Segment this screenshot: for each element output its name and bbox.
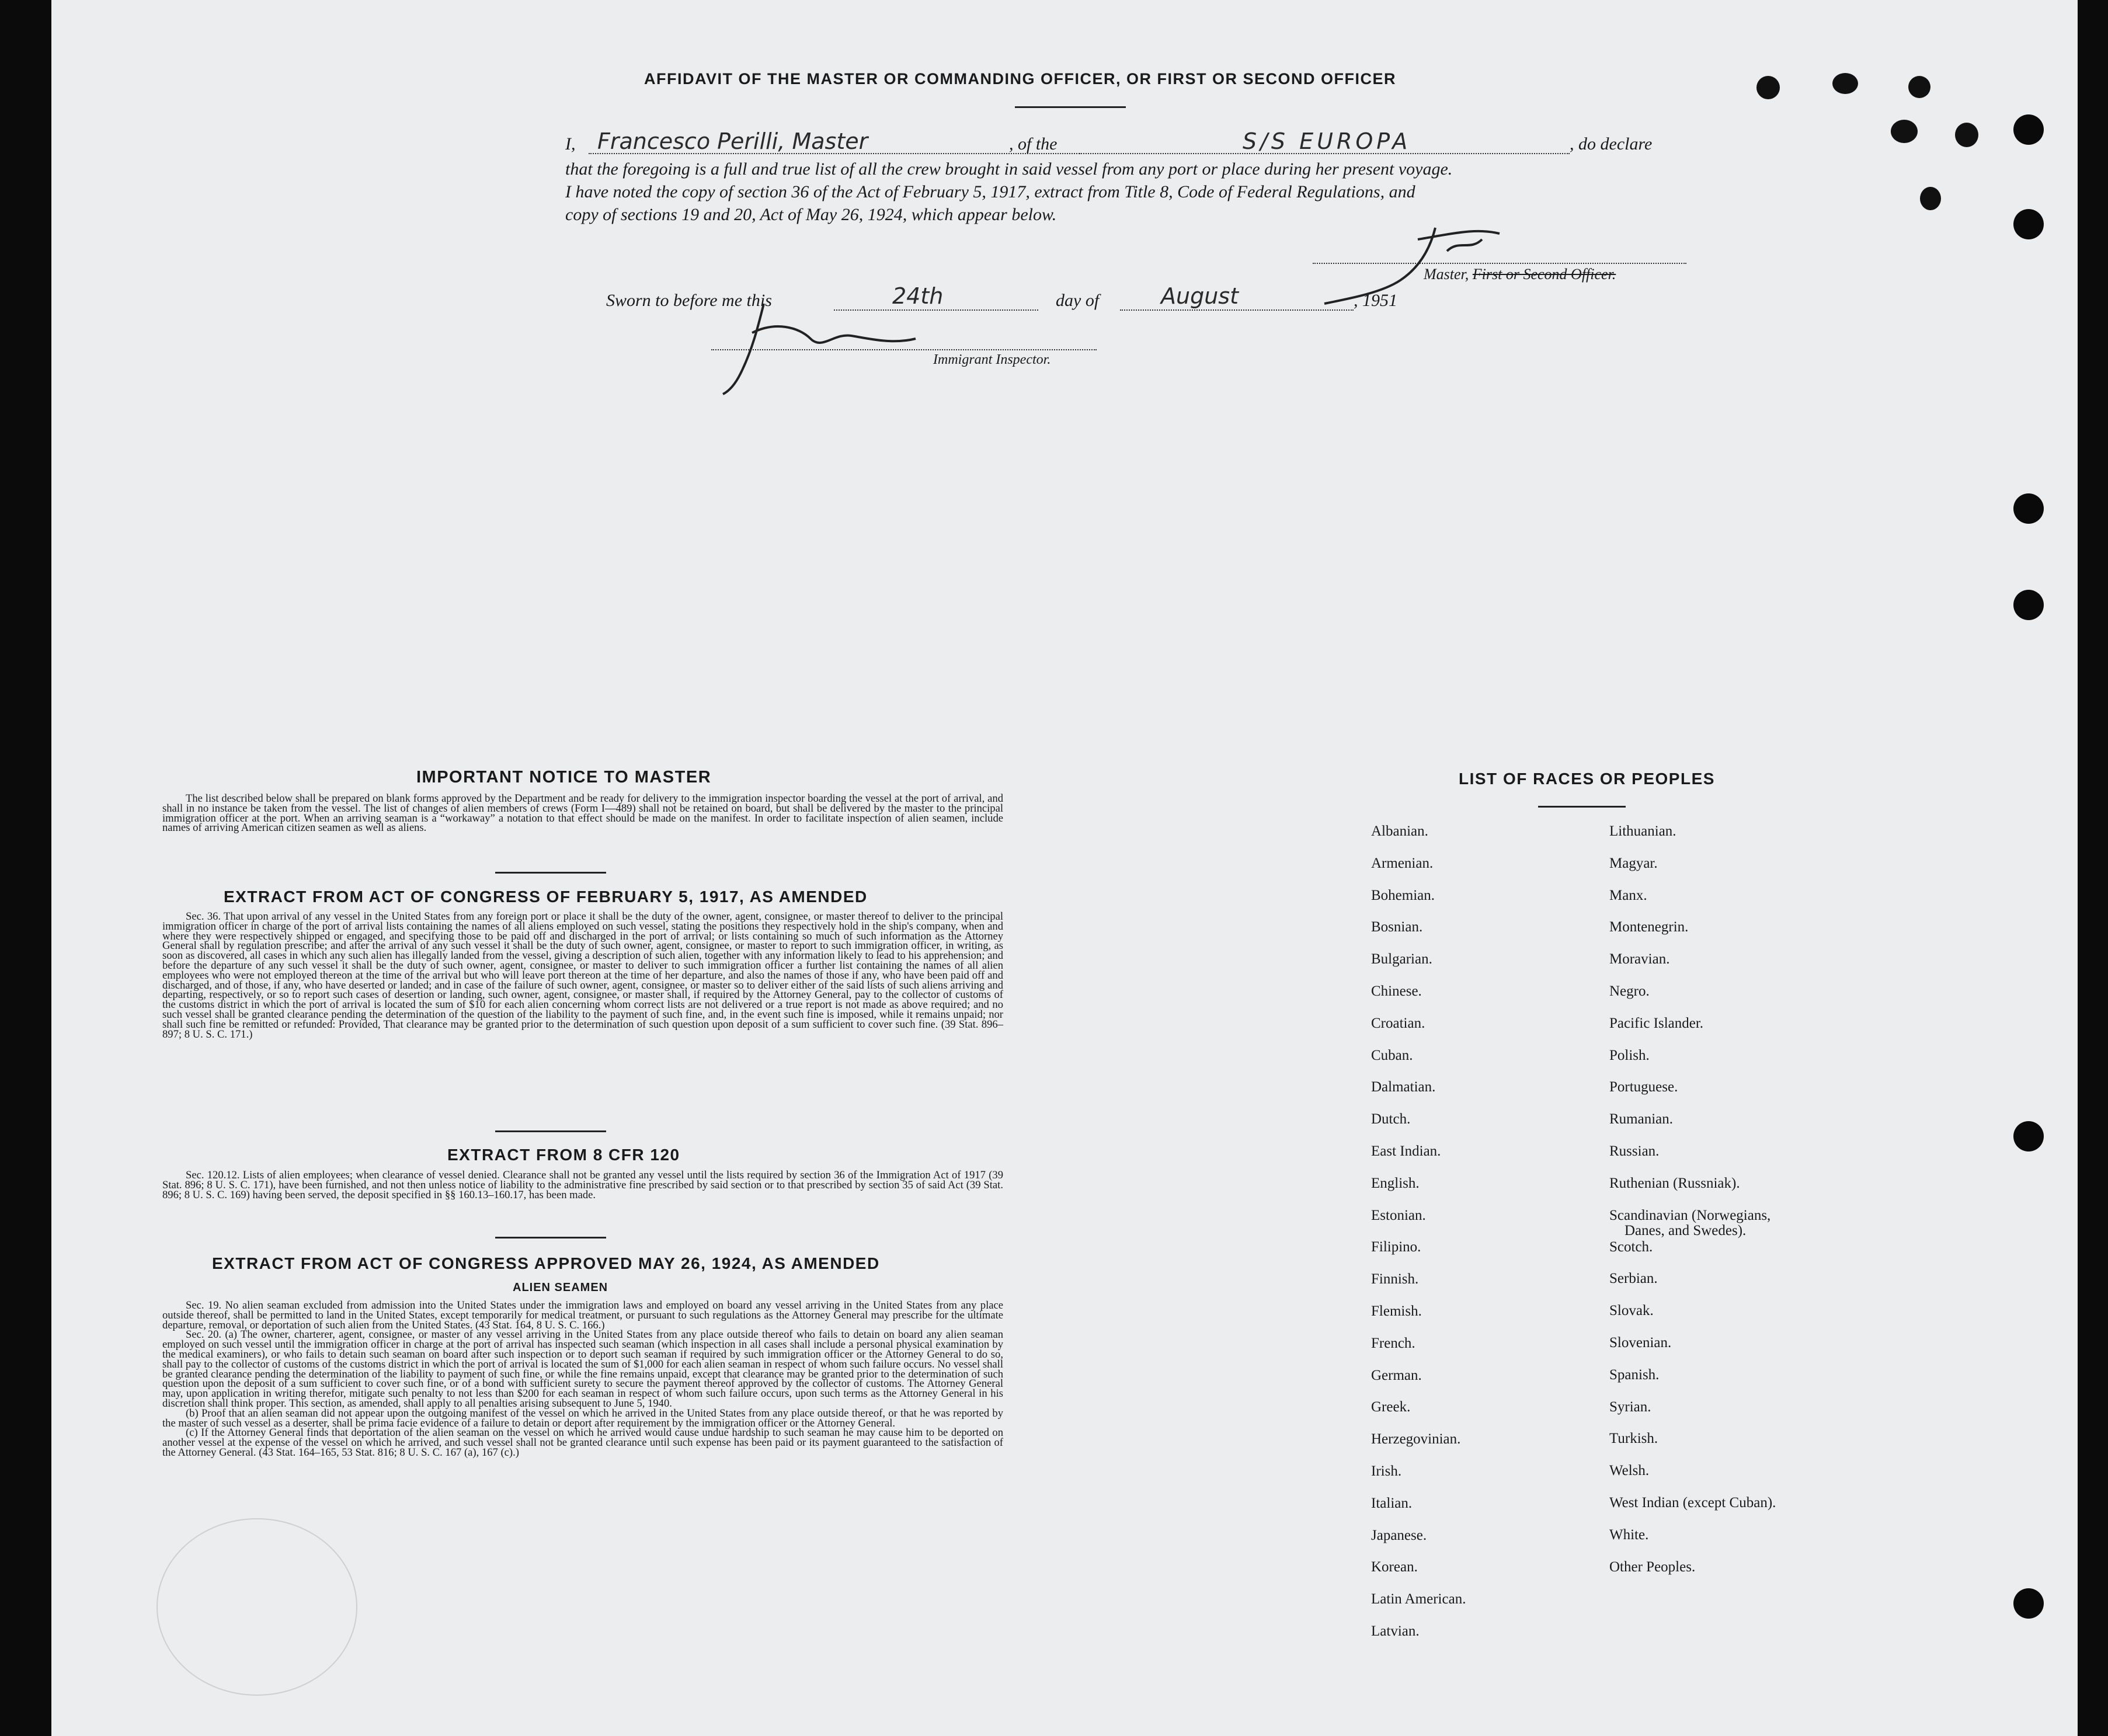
race-item: Danes, and Swedes). <box>1625 1222 1747 1238</box>
vessel-name: S/S EUROPA <box>1243 128 1411 154</box>
race-item: Bulgarian. <box>1371 951 1432 968</box>
race-item: Herzegovinian. <box>1371 1431 1461 1448</box>
year-prefix: , 19 <box>1354 291 1380 310</box>
punch-hole <box>2013 114 2044 145</box>
punch-hole <box>2013 209 2044 239</box>
race-item: Rumanian. <box>1609 1111 1674 1128</box>
declare-label: , do declare <box>1570 134 1653 154</box>
divider <box>495 872 606 874</box>
sworn-prefix: Sworn to before me this <box>606 291 772 310</box>
race-item: German. <box>1371 1367 1422 1383</box>
race-item: Armenian. <box>1371 855 1434 871</box>
race-item: French. <box>1371 1335 1415 1351</box>
race-item: Other Peoples. <box>1609 1558 1696 1575</box>
section-120-paragraph: Sec. 120.12. Lists of alien employees; when clearance of vessel denied. Clearance shall not be granted any vessel until the lists required by section 36 of the Immigration Act of 1917 (39 Stat. 896; 8 U. S. C. 171), have been furnished, and not then unless notice of liability to the administrative fine prescribed by said section or to that prescribed by section 35 of said Act (39 Stat. 896; 8 U. S. C. 169) having been served, the deposit specified in §§ 160.13–160.17, has been made. <box>162 1169 1003 1201</box>
race-item: Greek. <box>1371 1399 1411 1415</box>
alien-seamen-subtitle: ALIEN SEAMEN <box>513 1281 608 1294</box>
inspector-signature <box>682 298 951 397</box>
race-item: Welsh. <box>1609 1463 1650 1479</box>
extract-cfr-body <box>162 1171 1003 1200</box>
race-item: Russian. <box>1609 1143 1660 1159</box>
race-item: Spanish. <box>1609 1366 1660 1383</box>
declarant-prefix: I, <box>565 134 576 154</box>
race-item: Japanese. <box>1371 1527 1427 1543</box>
race-item: Ruthenian (Russniak). <box>1609 1175 1740 1191</box>
race-item: Lithuanian. <box>1609 823 1676 839</box>
affidavit-line-2: that the foregoing is a full and true list of all the crew brought in said vessel from any port or place during her present voyage. <box>565 159 1453 179</box>
declarant-name: Francesco Perilli, Master <box>597 128 868 154</box>
ink-blot <box>1756 76 1780 99</box>
race-item: Cuban. <box>1371 1047 1413 1063</box>
document-page <box>51 0 2078 1736</box>
race-item: Chinese. <box>1371 983 1422 999</box>
extract-1924-title: EXTRACT FROM ACT OF CONGRESS APPROVED MAY 26, 1924, AS AMENDED <box>212 1254 880 1272</box>
race-item: West Indian (except Cuban). <box>1609 1495 1776 1511</box>
struck-role-label: First or Second Officer. <box>1472 266 1616 283</box>
race-item: Polish. <box>1609 1047 1650 1063</box>
sworn-day: 24th <box>892 283 944 309</box>
divider <box>1538 806 1626 808</box>
race-item: Syrian. <box>1609 1398 1651 1415</box>
race-item: Dalmatian. <box>1371 1079 1436 1095</box>
affidavit-title: AFFIDAVIT OF THE MASTER OR COMMANDING OFFICER, OR FIRST OR SECOND OFFICER <box>644 70 1396 88</box>
of-the-label: , of the <box>1009 134 1058 154</box>
race-item: Bohemian. <box>1371 887 1435 903</box>
punch-hole <box>2013 1588 2044 1619</box>
punch-hole <box>2013 1121 2044 1151</box>
ink-blot <box>1955 123 1978 147</box>
extract-1917-body <box>162 912 1003 1039</box>
ink-blot <box>1891 120 1918 143</box>
races-title: LIST OF RACES OR PEOPLES <box>1459 770 1715 788</box>
extract-1924-body <box>162 1301 1003 1458</box>
ink-blot <box>1920 187 1941 210</box>
year-value: 51 <box>1380 291 1397 310</box>
master-role-label: Master, <box>1424 266 1469 283</box>
race-item: Manx. <box>1609 887 1647 903</box>
race-item: English. <box>1371 1175 1420 1191</box>
affidavit-line-4: copy of sections 19 and 20, Act of May 26, 1924, which appear below. <box>565 205 1057 224</box>
race-item: Latvian. <box>1371 1623 1420 1639</box>
race-item: East Indian. <box>1371 1143 1441 1159</box>
race-item: White. <box>1609 1526 1649 1543</box>
notice-title: IMPORTANT NOTICE TO MASTER <box>416 768 712 787</box>
notice-paragraph: The list described below shall be prepared on blank forms approved by the Department and be ready for delivery to the immigration inspector boarding the vessel at the port of arrival, and shall in no instance be taken from the vessel. The list of changes of alien members of crews (Form I—489) shall not be retained on board, but shall be delivered by the master to the principal immigration officer at the port. When an arriving seaman is a “workaway” a notation to that effect should be made on the manifest. In order to facilitate inspection of alien seamen, include names of arriving American citizen seamen as well as aliens. <box>162 792 1003 834</box>
race-item: Slovenian. <box>1609 1335 1672 1351</box>
section-36-paragraph: Sec. 36. That upon arrival of any vessel in the United States from any foreign port or place it shall be the duty of the owner, agent, consignee, or master thereof to deliver to the principal immigration officer in charge of the port of arrival lists containing the names of all aliens employed on such vessel, stating the positions they respectively hold in the ship's company, when and where they were respectively shipped or engaged, and specifying those to be paid off and discharged in the port of arrival; or lists containing so much of such information as the Attorney General shall by regulation prescribe; and after the arrival of any such vessel it shall be the duty of such owner, agent, consignee, or master to report to such immigration officer, in writing, as soon as discovered, all cases in which any such alien has illegally landed from the vessel, giving a description of such alien, together with any information likely to lead to his apprehension; and before the departure of any such vessel it shall be the duty of such owner, agent, consignee, or master to deliver to such immigration officer a further list containing the names of all alien employees who were not employed thereon at the time of the arrival but who will leave port thereon at the time of her departure, and also the names of those if any, who have been paid off and discharged, and of those, if any, who have deserted or landed; and in case of the failure of such owner, agent, consignee, or master so to deliver either of the said lists of such aliens arriving and departing, respectively, or so to report such cases of desertion or landing, such owner, agent, consignee, or master shall, if required by the Attorney General, pay to the collector of customs of the customs district in which the port of arrival is located the sum of $10 for each alien concerning whom correct lists are not delivered or a true report is not made as above required; and no such vessel shall be granted clearance pending the determination of the question of the liability to the payment of such fine, and, in the event such fine is imposed, while it remains unpaid; nor shall such fine be remitted or refunded: Provided, That clearance may be granted prior to the determination of such question upon deposit of a sum sufficient to cover such fine. (39 Stat. 896–897; 8 U. S. C. 171.) <box>162 910 1003 1041</box>
inspector-fill-line <box>711 349 1097 350</box>
race-item: Portuguese. <box>1609 1079 1678 1095</box>
race-item: Albanian. <box>1371 823 1428 839</box>
sworn-month: August <box>1161 283 1239 309</box>
race-item: Scandinavian (Norwegians, <box>1609 1207 1771 1223</box>
section-20b-paragraph: (b) Proof that an alien seaman did not appear upon the outgoing manifest of the vessel on which he arrived in the United States from any place outside thereof, or that he was reported by the master of such vessel as a deserter, shall be prima facie evidence of a failure to detain or deport after requirement by the immigration officer or the Attorney General. <box>162 1407 1003 1429</box>
race-item: Montenegrin. <box>1609 919 1689 935</box>
signature-role <box>1424 266 1616 283</box>
ink-blot <box>1908 76 1930 98</box>
sworn-year <box>1354 291 1397 311</box>
punch-hole <box>2013 590 2044 620</box>
race-item: Italian. <box>1371 1495 1413 1511</box>
punch-hole <box>2013 493 2044 524</box>
faint-seal-stamp <box>156 1518 357 1696</box>
race-item: Korean. <box>1371 1559 1418 1575</box>
race-item: Scotch. <box>1609 1238 1653 1255</box>
race-item: Flemish. <box>1371 1303 1422 1319</box>
race-item: Estonian. <box>1371 1207 1426 1223</box>
race-item: Bosnian. <box>1371 919 1423 935</box>
race-item: Irish. <box>1371 1463 1402 1479</box>
race-item: Finnish. <box>1371 1271 1419 1288</box>
sworn-month-fill-line <box>1120 309 1354 311</box>
divider <box>1015 106 1126 108</box>
notice-body <box>162 794 1003 833</box>
divider <box>495 1130 606 1132</box>
inspector-label: Immigrant Inspector. <box>933 352 1051 367</box>
section-20c-paragraph: (c) If the Attorney General finds that deportation of the alien seaman on the vessel on which he arrived would cause undue hardship to such seaman he may cause him to be deported on another vessel at the expense of the vessel on which he arrived, and such vessel shall not be granted clearance until such expense has been paid or its payment guaranteed to the satisfaction of the Attorney General. (43 Stat. 164–165, 53 Stat. 816; 8 U. S. C. 167 (a), 167 (c).) <box>162 1427 1003 1459</box>
extract-1917-title: EXTRACT FROM ACT OF CONGRESS OF FEBRUARY 5, 1917, AS AMENDED <box>224 888 868 906</box>
race-item: Serbian. <box>1609 1271 1658 1287</box>
section-19-paragraph: Sec. 19. No alien seaman excluded from admission into the United States under the immigration laws and employed on board any vessel arriving in the United States from any place outside thereof, shall be permitted to land in the United States, except temporarily for medical treatment, or pursuant to such regulations as the Attorney General may prescribe for the ultimate departure, removal, or deportation of such alien from the United States. (43 Stat. 164, 8 U. S. C. 166.) <box>162 1299 1003 1331</box>
race-item: Latin American. <box>1371 1591 1466 1608</box>
race-item: Negro. <box>1609 983 1650 999</box>
race-item: Dutch. <box>1371 1111 1411 1128</box>
affidavit-line-3: I have noted the copy of section 36 of the Act of February 5, 1917, extract from Title 8, Code of Federal Regulations, and <box>565 182 1415 201</box>
race-item: Filipino. <box>1371 1239 1421 1255</box>
race-item: Pacific Islander. <box>1609 1015 1704 1031</box>
sworn-day-of: day of <box>1056 291 1100 310</box>
section-20a-paragraph: Sec. 20. (a) The owner, charterer, agent, consignee, or master of any vessel arriving in the United States from any place outside thereof who fails to detain on board any alien seaman employed on such vessel until the immigration officer in charge at the port of arrival has inspected such seaman (which inspection in all cases shall include a personal physical examination by the medical examiners), or who fails to detain such seaman on board after such inspection or to deport such seaman if required by such immigration officer or the Attorney General to do so, shall pay to the collector of customs of the customs district in which the port of arrival is located the sum of $1,000 for each alien seaman in respect of whom such failure occurs. No vessel shall be granted clearance pending the determination of the liability to payment of such fine, or while the fine remains unpaid, except that clearance may be granted prior to the determination of such question upon the deposit of a sum sufficient to cover such fine, or of a bond with sufficient surety to secure the payment thereof approved by the collector of customs. The Attorney General may, upon application in writing therefor, mitigate such penalty to not less than $200 for each seaman in respect of whom such failure occurs, upon such terms as the Attorney General in his discretion shall think proper. This section, as amended, shall apply to all penalties arising subsequent to June 5, 1940. <box>162 1328 1003 1410</box>
race-item: Magyar. <box>1609 855 1658 871</box>
race-item: Slovak. <box>1609 1303 1654 1319</box>
race-item: Moravian. <box>1609 951 1670 968</box>
race-item: Turkish. <box>1609 1431 1658 1447</box>
ink-blot <box>1832 73 1858 94</box>
race-item: Croatian. <box>1371 1015 1425 1031</box>
extract-cfr-title: EXTRACT FROM 8 CFR 120 <box>447 1146 680 1164</box>
divider <box>495 1237 606 1238</box>
